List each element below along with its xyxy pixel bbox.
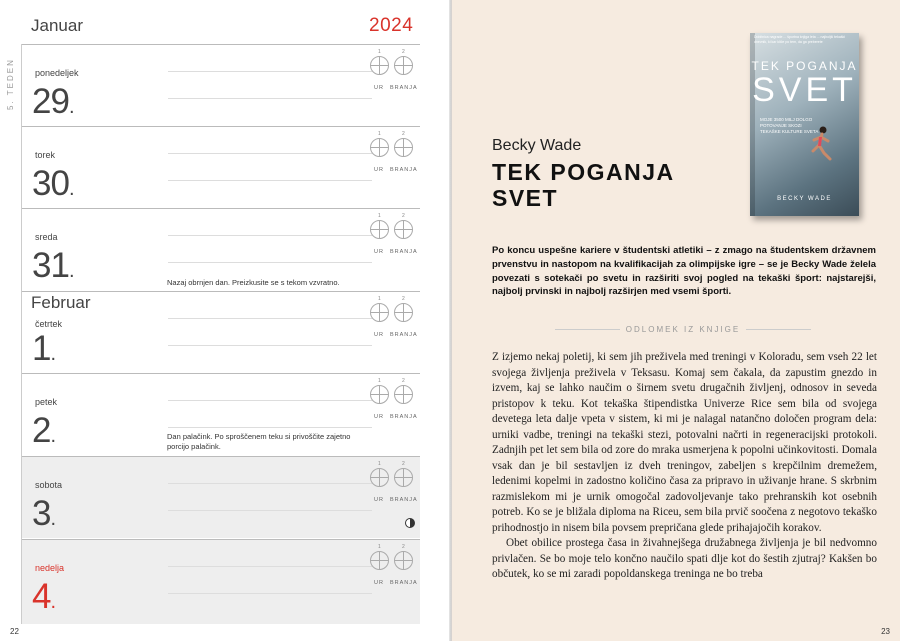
- day-number: 3.: [32, 494, 56, 533]
- tracker-circles: 1 2 UR BRANJA: [370, 216, 416, 256]
- book-cover-author: BECKY WADE: [777, 196, 832, 202]
- day-name: sreda: [35, 232, 58, 242]
- circle-icon: [394, 56, 413, 75]
- excerpt-paragraph: Z izjemo nekaj poletij, ki sem jih preživela med treningi v Koloradu, sem vseh 22 let svojega življenja preživela v Teksasu. Komaj sem čakala, da zapustim gnezdo in izvem, kaj se lahko naučim o širnem svetu drugačnih življenj, odnosov in seveda pristopov k teku. Kot tekaška štipendistka Univerze Rice sem bila od svojega devetega leta dalje vpeta v sistem, ki mi je nalagal natančno določen program dela: urniki vadbe, treningi na tekaški stezi, potovalni načrti in regeneracijski protokoli. Zadnjih pet let sem bila od zore do mraka usmerjena k popolni učinkovitosti. Domala vsak dan je bil sestavljen iz dveh treningov, zabeljen s krepčilnim dremežem, ledenimi kopelmi in zadostno količino časa za pripravo in uživanje hrane. S skrbnim razmislekom mi je urnik omogočal zadovoljevanje tako prehranskih kot osebnih potreb. Ko se je bližala diploma na Riceu, sem bila prvič soočena z negotovo tekaško prihodnostjo in nisem bila povsem prepričana glede prihajajočih korakov.: [492, 351, 877, 534]
- circle-icon: [370, 385, 389, 404]
- circle-icon: [394, 551, 413, 570]
- year: 2024: [369, 15, 414, 36]
- excerpt-body: [492, 350, 877, 583]
- day-row-saturday: [22, 456, 420, 538]
- book-title: TEK POGANJA SVET: [492, 159, 675, 211]
- book-cover-image: [750, 33, 859, 216]
- excerpt-paragraph: Obet obilice prostega časa in živahnejšega družabnega življenja je bil nedvomno privlačen. Se bo moje telo končno naučilo spati dlje kot do šestih zjutraj? Kakšen bo občutek, ko se mi zaradi popoldanskega treninga ne bo treba: [492, 537, 877, 580]
- circle-icon: [370, 56, 389, 75]
- day-row-tuesday: [22, 126, 420, 208]
- circle-icon: [394, 220, 413, 239]
- book-cover-title-1: TEK POGANJA: [751, 59, 858, 73]
- circle-icon: [394, 385, 413, 404]
- day-name: četrtek: [35, 319, 63, 329]
- day-name: sobota: [35, 480, 63, 490]
- page-number-left: 22: [10, 627, 19, 636]
- day-name: petek: [35, 397, 58, 407]
- day-number: 31.: [32, 246, 74, 285]
- month-january: Januar: [31, 16, 83, 35]
- day-row-monday: [22, 44, 420, 126]
- day-name: nedelja: [35, 563, 65, 573]
- book-cover-subtitle: MOJE 3500 MILJ DOLGO POTOVANJE SKOZI TEKAŠKE KULTURE SVETA: [760, 117, 819, 134]
- day-name: torek: [35, 150, 56, 160]
- circle-icon: [370, 468, 389, 487]
- day-number: 2.: [32, 411, 56, 450]
- circle-icon: [370, 220, 389, 239]
- circle-icon: [394, 138, 413, 157]
- book-cover-title-2: SVET: [752, 71, 857, 109]
- runner-icon: [808, 125, 834, 165]
- tracker-circles: 1 2 UR BRANJA: [370, 381, 416, 421]
- week-label: 5. TEDEN: [6, 58, 15, 110]
- day-row-thursday: [22, 291, 420, 373]
- moon-phase-icon: [405, 518, 415, 528]
- excerpt-label: ODLOMEK IZ KNJIGE: [492, 325, 874, 334]
- lead-paragraph: Po koncu uspešne kariere v študentski atletiki – z zmago na študentskem državnem prvenstvu in nastopom na kvalifikacijah za olimpijske igre – se je Becky Wade želela povezati s sotekači po svetu in razširiti svoj pogled na tekaški šport: najstarejši, najbolj prvinski in najbolj razširjen med vsemi športi.: [492, 245, 876, 298]
- tracker-circles: 1 2 UR BRANJA: [370, 547, 416, 587]
- circle-icon: [370, 551, 389, 570]
- tracker-circles: 1 2 UR BRANJA: [370, 134, 416, 174]
- day-number: 1.: [32, 329, 56, 368]
- page-number-right: 23: [881, 627, 890, 636]
- circle-icon: [370, 138, 389, 157]
- day-number: 30.: [32, 164, 74, 203]
- tracker-circles: 1 2 UR BRANJA: [370, 299, 416, 339]
- day-note: Nazaj obrnjen dan. Preizkusite se s tekom vzvratno.: [167, 278, 340, 287]
- day-name: ponedeljek: [35, 68, 79, 78]
- day-number: 29.: [32, 82, 74, 121]
- author-name: Becky Wade: [492, 137, 582, 154]
- day-note: Dan palačink. Po sproščenem teku si privoščite zajetno porcijo palačink.: [167, 432, 351, 451]
- day-row-friday: [22, 373, 420, 455]
- circle-icon: [370, 303, 389, 322]
- day-number: 4.: [32, 577, 56, 616]
- circle-icon: [394, 468, 413, 487]
- tracker-circles: 1 2 UR BRANJA: [370, 464, 416, 504]
- day-row-sunday: [22, 539, 420, 624]
- book-cover-blurb: Dobitnica nagrade ... športna knjiga leta ... najboljši tekaški dnevnik, ki kar kliče po tem, da ga preberete: [754, 35, 846, 44]
- circle-icon: [394, 303, 413, 322]
- tracker-circles: 1 2 UR BRANJA: [370, 52, 416, 92]
- book-page: [452, 0, 900, 641]
- month-february: Februar: [31, 293, 91, 312]
- day-row-wednesday: [22, 208, 420, 290]
